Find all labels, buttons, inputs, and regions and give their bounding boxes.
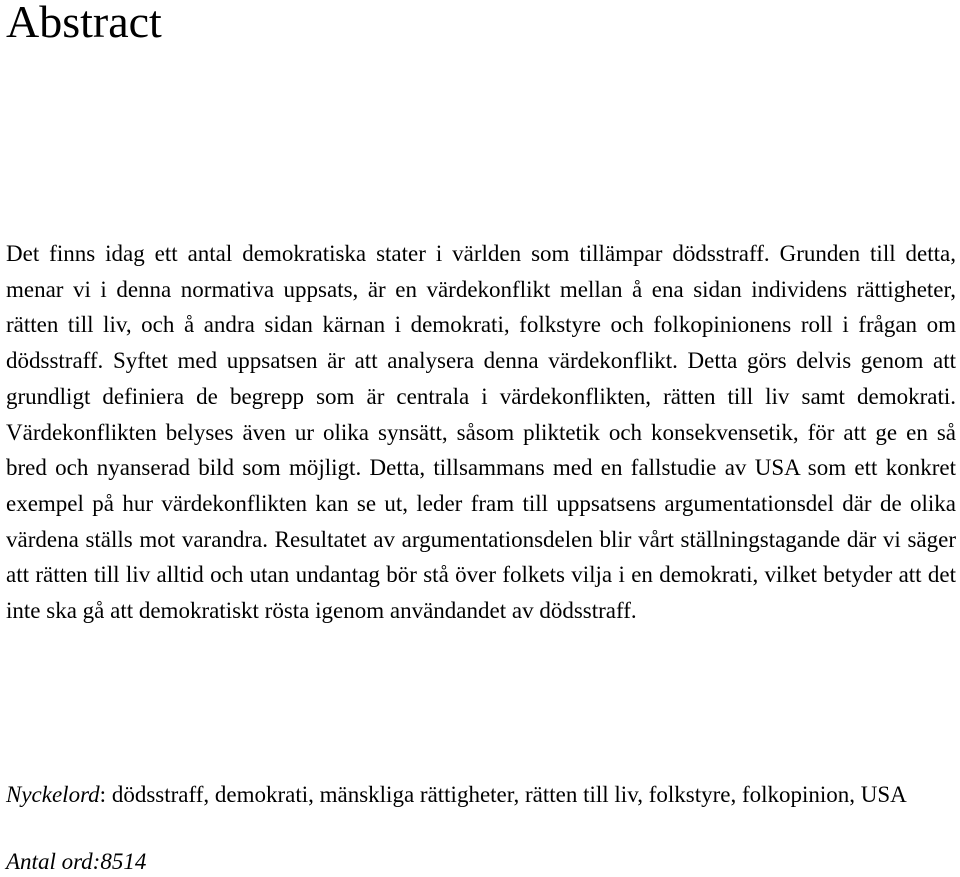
page-title: Abstract: [6, 0, 162, 47]
keywords-line: [6, 777, 956, 812]
keywords-label: Nyckelord: [6, 782, 100, 807]
keywords-list: dödsstraff, demokrati, mänskliga rättigheter, rätten till liv, folkstyre, folkopinion, USA: [111, 782, 907, 807]
keywords-separator: :: [99, 782, 112, 807]
abstract-paragraph: Det finns idag ett antal demokratiska stater i världen som tillämpar dödsstraff. Grunden till detta, menar vi i denna normativa uppsats, är en värdekonflikt mellan å ena sidan individens rättigheter, rätten till liv, och å andra sidan kärnan i demokrati, folkstyre och folkopinionens roll i frågan om dödsstraff. Syftet med uppsatsen är att analysera denna värdekonflikt. Detta görs delvis genom att grundligt definiera de begrepp som är centrala i värdekonflikten, rätten till liv samt demokrati. Värdekonflikten belyses även ur olika synsätt, såsom pliktetik och konsekvensetik, för att ge en så bred och nyanserad bild som möjligt. Detta, tillsammans med en fallstudie av USA som ett konkret exempel på hur värdekonflikten kan se ut, leder fram till uppsatsens argumentationsdel där de olika värdena ställs mot varandra. Resultatet av argumentationsdelen blir vårt ställningstagande där vi säger att rätten till liv alltid och utan undantag bör stå över folkets vilja i en demokrati, vilket betyder att det inte ska gå att demokratiskt rösta igenom användandet av dödsstraff.: [6, 241, 956, 624]
word-count: Antal ord:8514: [6, 849, 147, 874]
